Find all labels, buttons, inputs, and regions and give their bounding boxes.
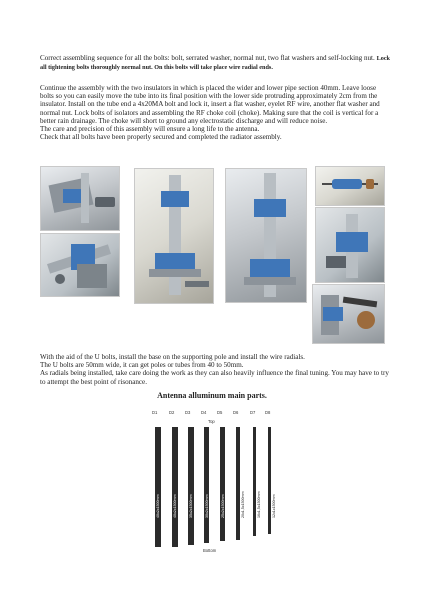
tube-id-d5: D5 [217, 410, 223, 415]
u-bolt-size-text: The U bolts are 50mm wide, it can get poles or tubes from 40 to 50mm. [40, 361, 244, 370]
bolt-locking-note: Lock all tightening bolts thoroughly normal nut. On this bolts will take place wire radial ends. [40, 55, 391, 72]
bottom-label: Bottom [203, 548, 217, 553]
tube-id-d3: D3 [185, 410, 191, 415]
drawing-title: Antenna alluminum main parts. [157, 391, 267, 400]
tube-id-d7: D7 [250, 410, 256, 415]
tube-id-d1: D1 [152, 410, 158, 415]
tube-d2 [172, 427, 178, 547]
tube-spec-d7: 16x1,5x1500mm [257, 491, 261, 518]
bolt-sequence-text: Correct assembling sequence for all the bolts: bolt, serrated washer, normal nut, two flat washers and self-locking nut. [40, 54, 375, 62]
tube-d3 [188, 427, 194, 545]
tube-spec-d4: 30x2x1500mm [204, 494, 209, 518]
tube-id-d4: D4 [201, 410, 207, 415]
tube-spec-d2: 40x2x1500mm [173, 494, 177, 518]
tube-spec-d1: 40x2x1500mm [156, 494, 160, 518]
tube-spec-d5: 25x2x1500mm [220, 494, 225, 518]
tube-id-d8: D8 [265, 410, 271, 415]
tube-spec-d6: 20x1,5x1500mm [241, 491, 245, 518]
tube-d7 [253, 427, 256, 536]
u-bolt-install-text: With the aid of the U bolts, install the base on the supporting pole and install the wire radials. [40, 353, 305, 361]
insulator-assembly-text: Continue the assembly with the two insulators in which is placed the wider and lower pipe section 40mm. Leave loose bolts so you can easily move the tube into its final position with the lower side protruding approximately 2cm from the insulator. Install on the tube end a 4x20MA bolt and lock it, insert a flat washer, eyelet RF wire, another flat washer and normal nut. Lock bolts of isolators and assembling the RF choke coil (choke). Making sure that the coil is vertical for a better rain drainage. The choke will short to ground any electrostatic discharge and will reduce noise. [40, 84, 380, 125]
tube-id-d2: D2 [169, 410, 175, 415]
tube-d5 [220, 427, 225, 541]
tube-d4 [204, 427, 209, 543]
tube-id-d6: D6 [233, 410, 239, 415]
top-label: Top [208, 419, 215, 424]
care-note: The care and precision of this assembly will ensure a long life to the antenna. [40, 125, 260, 134]
tube-d8 [268, 427, 271, 534]
check-bolts-note: Check that all bolts have been properly secured and completed the radiator assembly. [40, 133, 282, 142]
tube-spec-d3: 35x2x1500mm [189, 494, 193, 518]
tube-d6 [236, 427, 240, 540]
tube-d1 [155, 427, 161, 547]
radials-tuning-text: As radials being installed, take care doing the work as they can also heavily influence the final tuning. You may have to try to attempt the best point of risonance. [40, 369, 389, 386]
tube-spec-d8: 12x1x1500mm [272, 494, 276, 518]
